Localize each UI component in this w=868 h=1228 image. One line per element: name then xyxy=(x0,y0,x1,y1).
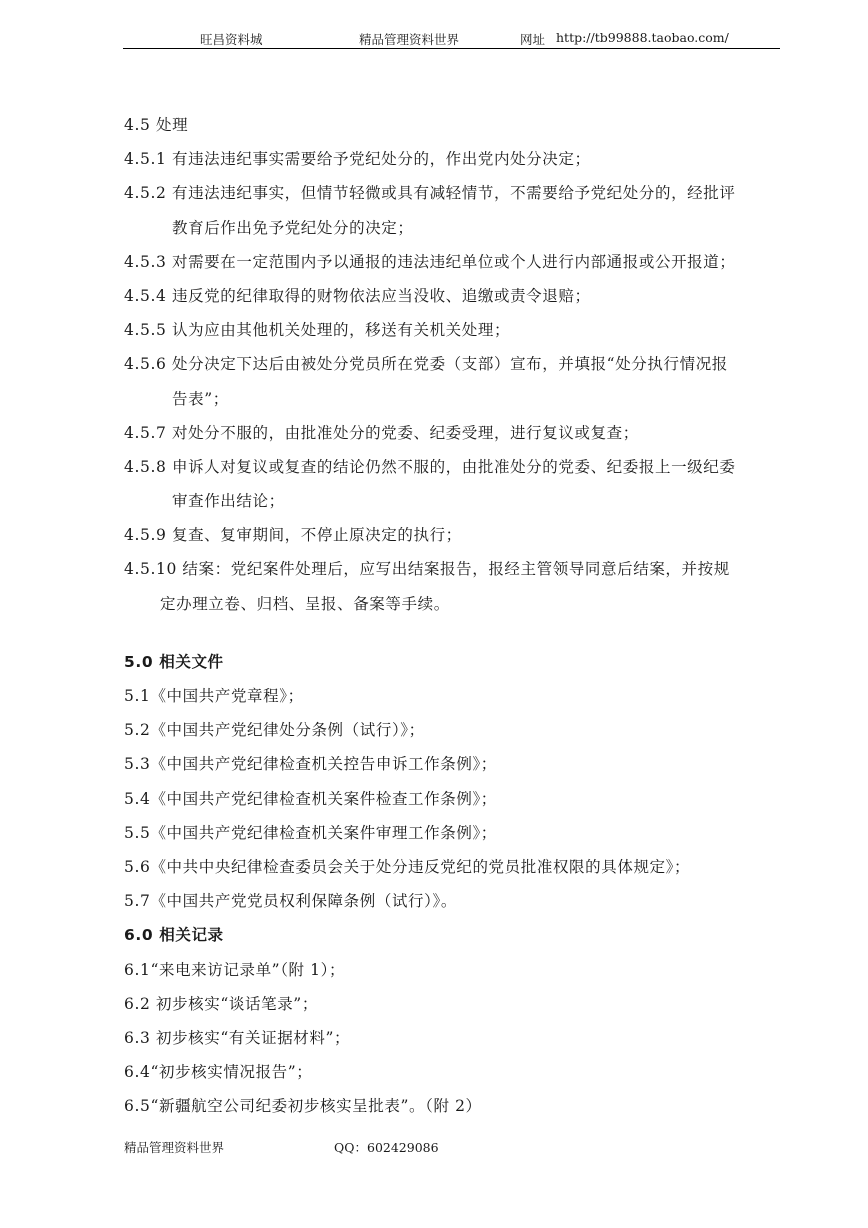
record-6-5: 6.5“新疆航空公司纪委初步核实呈批表”。（附 2） xyxy=(124,1097,482,1116)
clause-4-5-7: 4.5.7 对处分不服的，由批准处分的党委、纪委受理，进行复议或复查； xyxy=(124,423,639,442)
clause-4-5-8-continued: 审查作出结论； xyxy=(172,492,285,511)
page-header xyxy=(123,28,780,49)
document-ref-5-1: 5.1《中国共产党章程》； xyxy=(124,687,304,705)
document-ref-5-7: 5.7《中国共产党党员权利保障条例（试行）》。 xyxy=(124,892,457,911)
footer-qq-contact: QQ：602429086 xyxy=(334,1140,439,1155)
clause-4-5-3: 4.5.3 对需要在一定范围内予以通报的违法违纪单位或个人进行内部通报或公开报道； xyxy=(124,252,736,271)
document-ref-5-5: 5.5《中国共产党纪律检查机关案件审理工作条例》； xyxy=(124,823,497,842)
clause-4-5-2: 4.5.2 有违法违纪事实，但情节轻微或具有减轻情节，不需要给予党纪处分的，经批评 xyxy=(124,184,736,203)
document-ref-5-3: 5.3《中国共产党纪律检查机关控告申诉工作条例》； xyxy=(124,755,497,774)
clause-4-5-4: 4.5.4 违反党的纪律取得的财物依法应当没收、追缴或责令退赔； xyxy=(124,286,591,305)
footer-site-name: 精品管理资料世界 xyxy=(124,1140,225,1155)
header-url-label: 网址 xyxy=(520,32,546,47)
record-6-4: 6.4“初步核实情况报告”； xyxy=(124,1063,313,1082)
document-ref-5-2: 5.2《中国共产党纪律处分条例（试行）》； xyxy=(124,721,425,740)
clause-4-5-10: 4.5.10 结案：党纪案件处理后，应写出结案报告，报经主管领导同意后结案，并按规 xyxy=(124,560,730,579)
record-6-3: 6.3 初步核实“有关证据材料”； xyxy=(124,1028,351,1047)
clause-4-5-10-continued: 定办理立卷、归档、呈报、备案等手续。 xyxy=(160,594,450,613)
clause-4-5-6-continued: 告表”； xyxy=(172,389,229,408)
record-6-1: 6.1“来电来访记录单”（附 1）； xyxy=(124,960,346,979)
header-url-link[interactable]: http://tb99888.taobao.com/ xyxy=(556,30,729,45)
section-4-5-title: 4.5 处理 xyxy=(124,116,189,134)
clause-4-5-9: 4.5.9 复查、复审期间，不停止原决定的执行； xyxy=(124,526,462,545)
clause-4-5-2-continued: 教育后作出免予党纪处分的决定； xyxy=(172,218,414,237)
header-site-name: 旺昌资料城 xyxy=(200,32,263,47)
clause-4-5-5: 4.5.5 认为应由其他机关处理的，移送有关机关处理； xyxy=(124,321,511,340)
document-ref-5-6: 5.6《中共中央纪律检查委员会关于处分违反党纪的党员批准权限的具体规定》； xyxy=(124,857,691,876)
clause-4-5-8: 4.5.8 申诉人对复议或复查的结论仍然不服的，由批准处分的党委、纪委报上一级纪委 xyxy=(124,457,736,476)
section-6-title: 6.0 相关记录 xyxy=(124,926,224,945)
record-6-2: 6.2 初步核实“谈话笔录”； xyxy=(124,994,318,1013)
clause-4-5-1: 4.5.1 有违法违纪事实需要给予党纪处分的，作出党内处分决定； xyxy=(124,150,591,169)
section-spacer xyxy=(124,621,794,645)
document-body xyxy=(124,108,794,1123)
section-5-title: 5.0 相关文件 xyxy=(124,652,224,671)
document-ref-5-4: 5.4《中国共产党纪律检查机关案件检查工作条例》； xyxy=(124,789,497,808)
clause-4-5-6: 4.5.6 处分决定下达后由被处分党员所在党委（支部）宣布，并填报“处分执行情况报 xyxy=(124,355,728,374)
header-slogan: 精品管理资料世界 xyxy=(359,32,460,47)
